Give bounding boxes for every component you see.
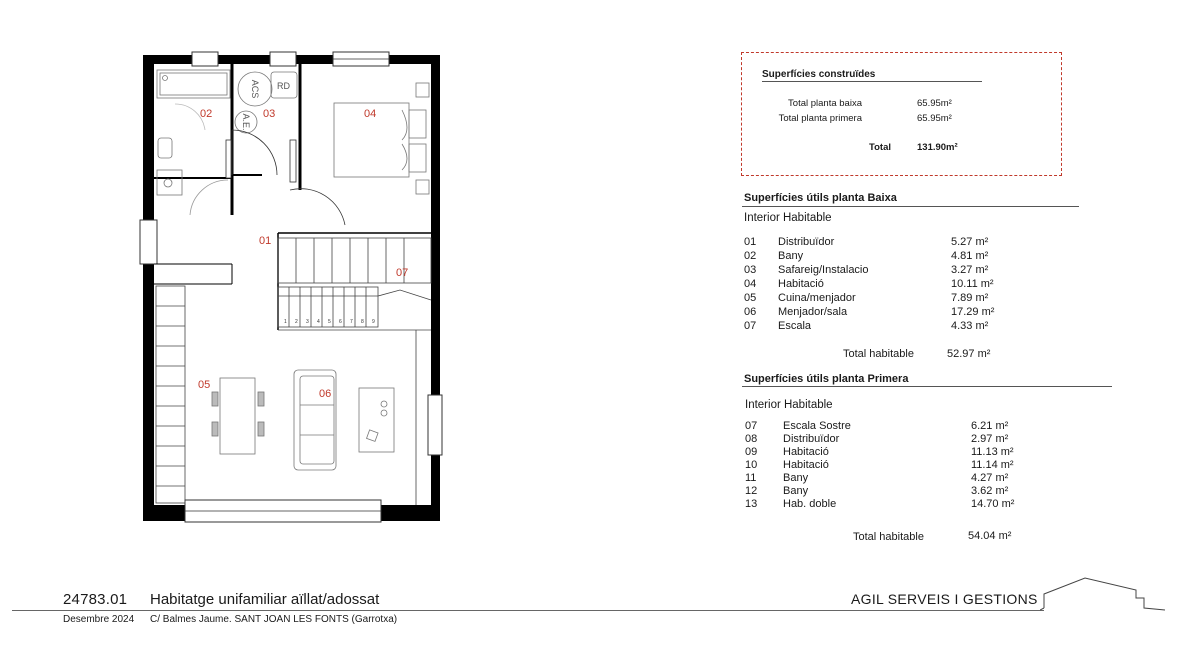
project-title: Habitatge unifamiliar aïllat/adossat [150, 591, 380, 608]
project-code: 24783.01 [63, 591, 128, 608]
list-item: 07 Escala 4.33 m² [744, 320, 989, 332]
list-item: 11 Bany 4.27 m² [745, 472, 1009, 484]
list-item: 12 Bany 3.62 m² [745, 485, 1009, 497]
baixa-title: Superfícies útils planta Baixa [744, 192, 897, 204]
room-label-07: 07 [396, 267, 409, 279]
staircase [278, 238, 431, 330]
svg-text:4: 4 [317, 319, 320, 325]
baixa-total-value: 52.97 m² [947, 348, 991, 360]
list-item: 03 Safareig/Instalacio 3.27 m² [744, 264, 989, 276]
baixa-subtitle: Interior Habitable [744, 212, 832, 224]
room-label-04: 04 [364, 108, 377, 120]
list-item: 07 Escala Sostre 6.21 m² [745, 420, 1009, 432]
list-item: 06 Menjador/sala 17.29 m² [744, 306, 995, 318]
built-row-value: 65.95m² [917, 98, 952, 109]
built-total-value: 131.90m² [917, 142, 958, 153]
primera-room-list [745, 420, 1045, 511]
built-row-value: 65.95m² [917, 113, 952, 124]
ae-label: A.E. [241, 113, 251, 131]
step-numbers [284, 319, 375, 325]
primera-total-value: 54.04 m² [968, 530, 1012, 542]
built-surfaces-title: Superfícies construïdes [762, 69, 876, 80]
room-label-05: 05 [198, 379, 211, 391]
svg-text:3: 3 [306, 319, 309, 325]
list-item: 02 Bany 4.81 m² [744, 250, 989, 262]
svg-text:1: 1 [284, 319, 287, 325]
baixa-room-list [744, 235, 1044, 333]
primera-total-label: Total habitable [853, 531, 924, 543]
list-item: 10 Habitació 11.14 m² [745, 459, 1014, 471]
rd-label: RD [277, 81, 290, 91]
acs-label: ACS [250, 79, 260, 99]
built-total-label: Total [869, 142, 891, 153]
outer-walls [143, 55, 440, 521]
svg-text:8: 8 [361, 319, 364, 325]
coffee-table [359, 388, 394, 452]
footer-rule [12, 610, 1044, 611]
project-date: Desembre 2024 [63, 614, 135, 625]
room-labels [198, 80, 408, 400]
floor-plan [0, 0, 460, 540]
interior-walls [154, 64, 431, 330]
primera-rule [742, 386, 1112, 387]
svg-text:6: 6 [339, 319, 342, 325]
baixa-total-label: Total habitable [843, 348, 914, 360]
svg-text:2: 2 [295, 319, 298, 325]
project-address: C/ Balmes Jaume. SANT JOAN LES FONTS (Garrotxa) [150, 614, 398, 625]
list-item: 09 Habitació 11.13 m² [745, 446, 1014, 458]
room-label-01: 01 [259, 235, 272, 247]
list-item: 01 Distribuïdor 5.27 m² [744, 236, 989, 248]
primera-title: Superfícies útils planta Primera [744, 373, 909, 385]
dining-table [212, 378, 264, 454]
primera-subtitle: Interior Habitable [745, 399, 833, 411]
baixa-rule [742, 206, 1079, 207]
bathroom-fixtures [157, 70, 230, 195]
list-item: 04 Habitació 10.11 m² [744, 278, 994, 290]
list-item: 08 Distribuïdor 2.97 m² [745, 433, 1009, 445]
svg-text:5: 5 [328, 319, 331, 325]
built-row-name: Total planta baixa [788, 98, 862, 109]
list-item: 05 Cuina/menjador 7.89 m² [744, 292, 989, 304]
svg-text:9: 9 [372, 319, 375, 325]
built-row-name: Total planta primera [778, 113, 862, 124]
room-label-06: 06 [319, 388, 332, 400]
room-label-03: 03 [263, 108, 276, 120]
sofa [294, 370, 336, 470]
company-name: AGIL SERVEIS I GESTIONS [851, 591, 1038, 607]
built-surfaces-rule [762, 81, 982, 82]
room-label-02: 02 [200, 108, 213, 120]
svg-text:7: 7 [350, 319, 353, 325]
company-logo-icon [1040, 574, 1170, 614]
list-item: 13 Hab. doble 14.70 m² [745, 498, 1015, 510]
bed [334, 83, 429, 194]
